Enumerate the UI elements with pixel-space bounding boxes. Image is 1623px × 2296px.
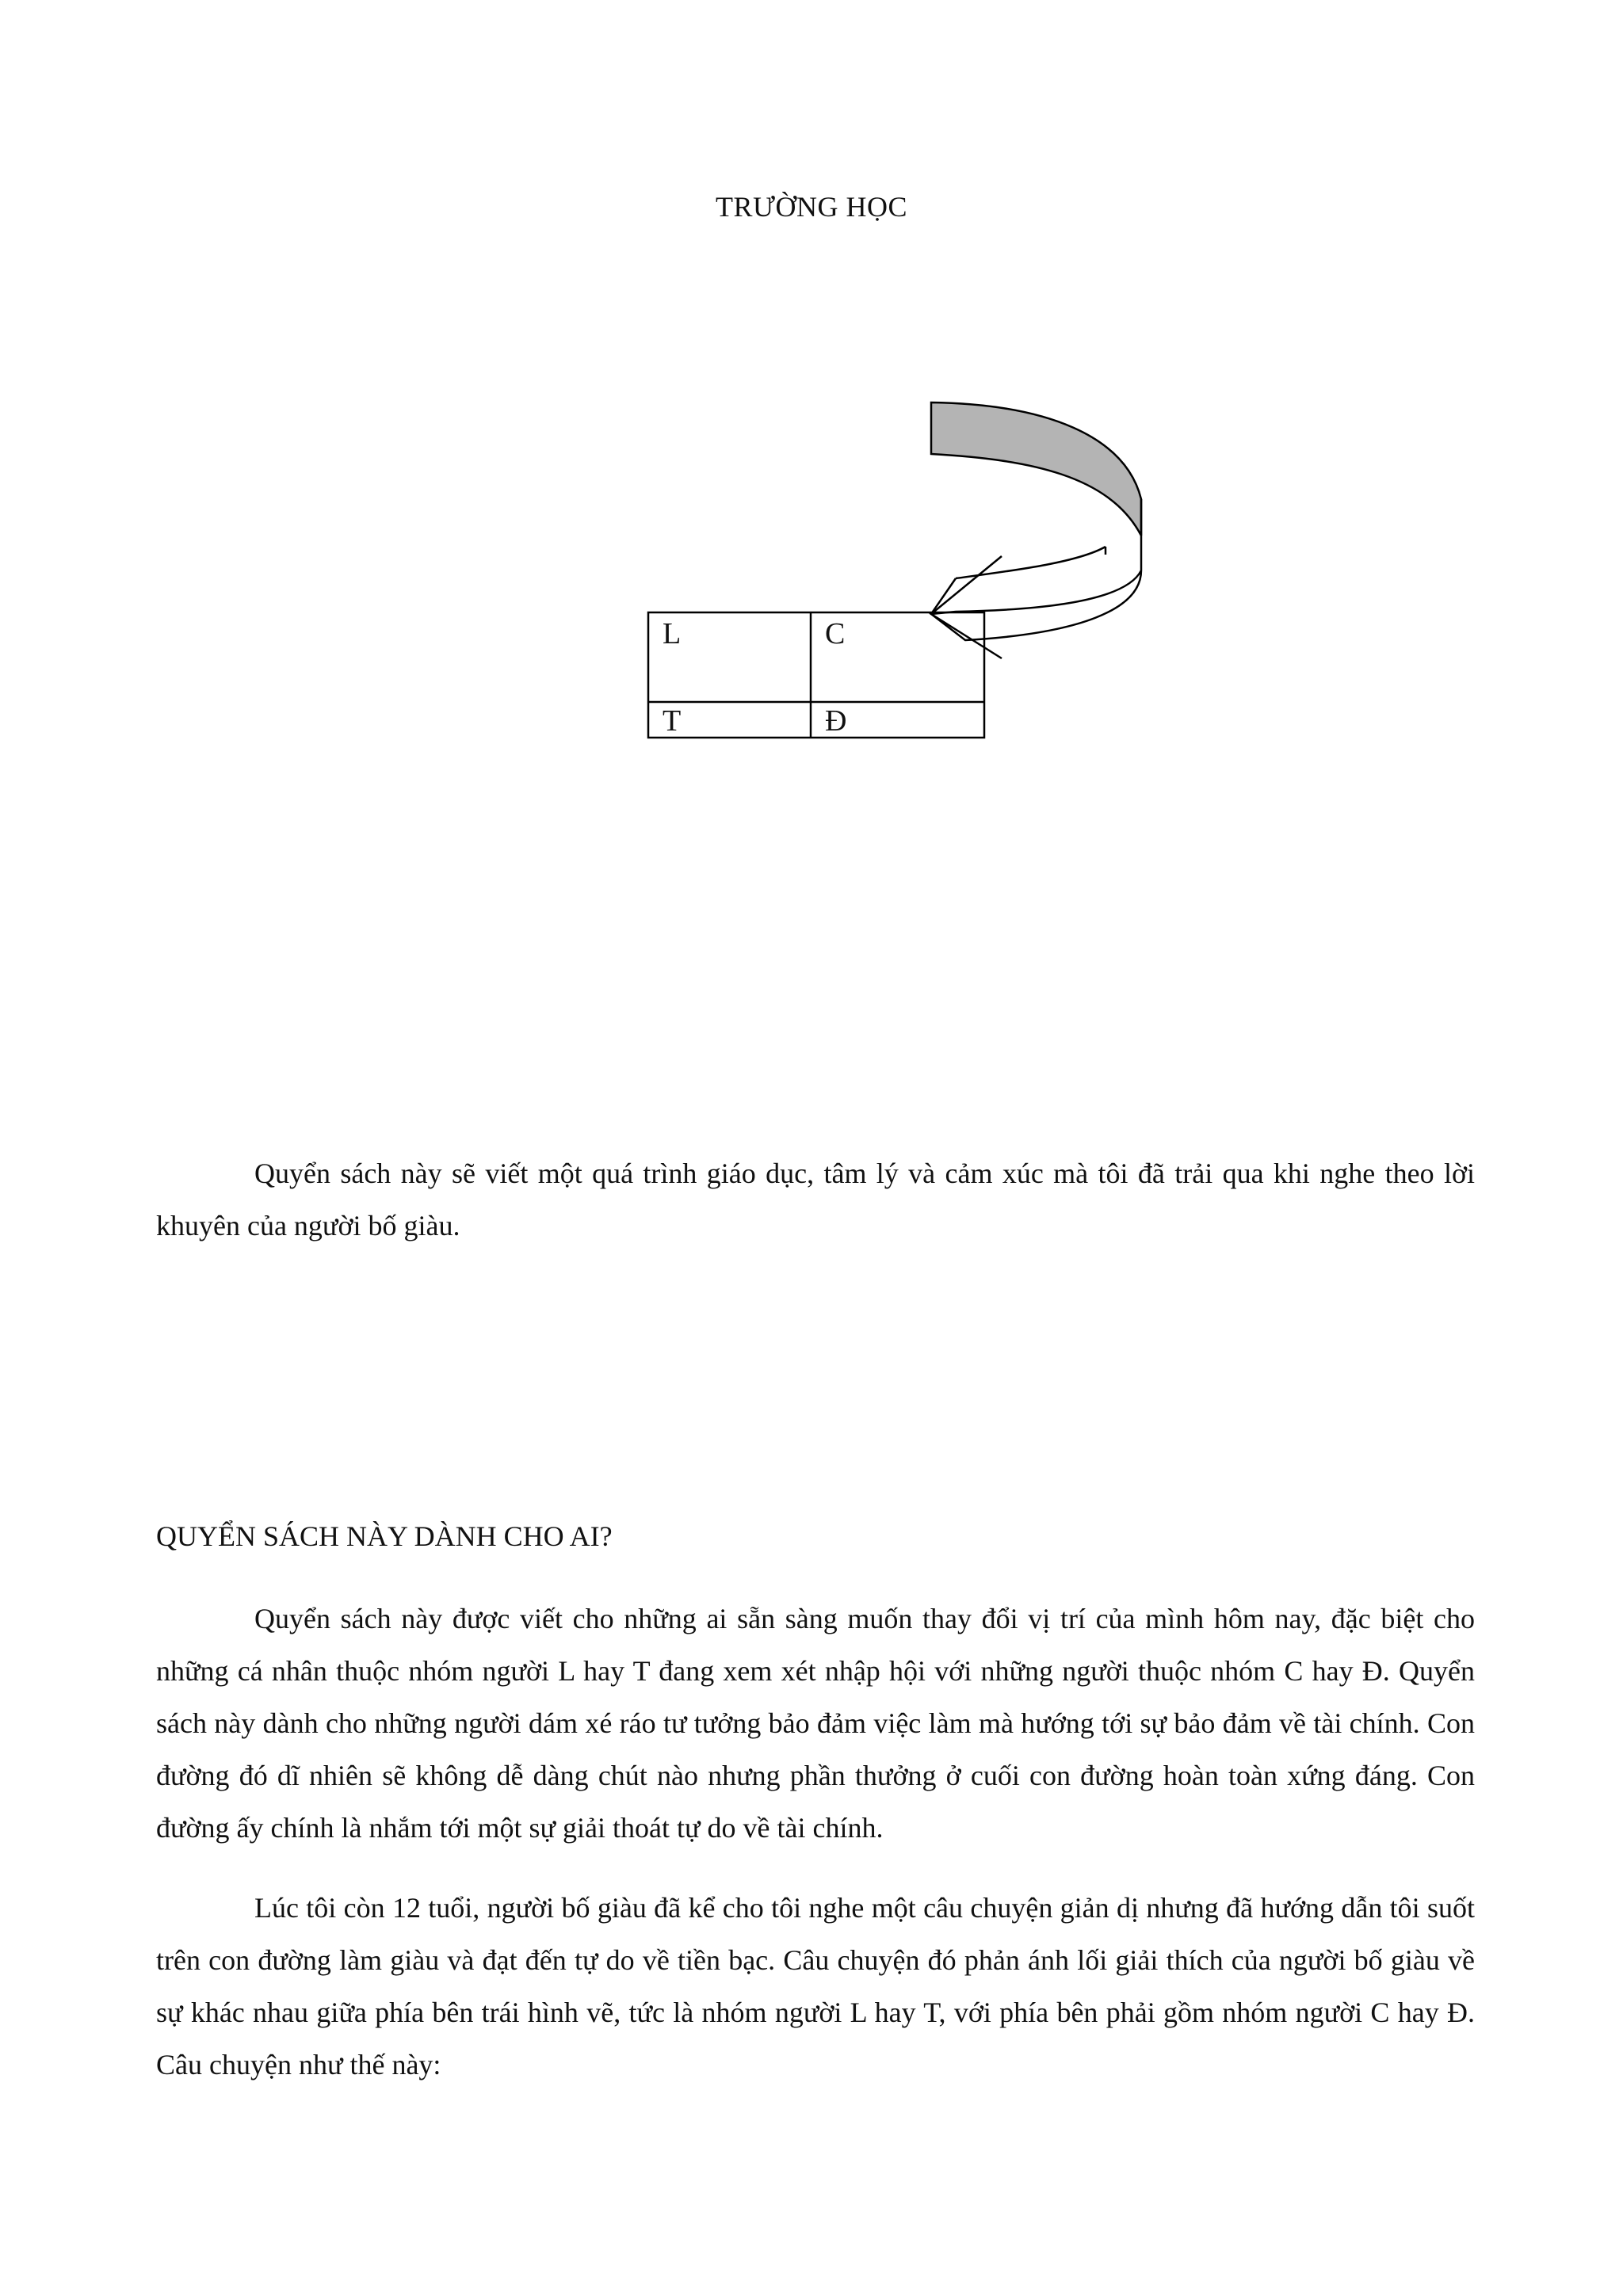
cashflow-quadrant-diagram — [0, 0, 1623, 792]
arrow-body — [931, 499, 1141, 640]
paragraph-2: Lúc tôi còn 12 tuổi, người bố giàu đã kể cho tôi nghe một câu chuyện giản dị nhưng đã hướng dẫn tôi suốt trên con đường làm giàu và đạt đến tự do về tiền bạc. Câu chuyện đó phản ánh lối giải thích của người bố giàu về sự khác nhau giữa phía bên trái hình vẽ, tức là nhóm người L hay T, với phía bên phải gồm nhóm người C hay Đ. Câu chuyện như thế này: — [156, 1892, 1475, 2081]
intro-paragraph: Quyển sách này sẽ viết một quá trình giáo dục, tâm lý và cảm xúc mà tôi đã trải qua khi nghe theo lời khuyên của người bố giàu. — [156, 1158, 1475, 1241]
arrow-inner-edge — [956, 547, 1106, 578]
page-title: TRƯỜNG HỌC — [716, 191, 907, 223]
quadrant-label-t: T — [663, 704, 682, 738]
quadrant-label-c: C — [825, 617, 846, 650]
arrow-top-surface — [931, 402, 1141, 536]
section-heading: QUYỂN SÁCH NÀY DÀNH CHO AI? — [156, 1520, 613, 1552]
arrowhead — [931, 556, 1002, 658]
quadrant-box — [648, 612, 984, 738]
quadrant-label-d: Đ — [825, 704, 847, 738]
paragraph-1: Quyển sách này được viết cho những ai sẵn sàng muốn thay đổi vị trí của mình hôm nay, đặc biệt cho những cá nhân thuộc nhóm người L hay T đang xem xét nhập hội với những người thuộc nhóm C hay Đ. Quyển sách này dành cho những người dám xé ráo tư tưởng bảo đảm việc làm mà hướng tới sự bảo đảm về tài chính. Con đường đó dĩ nhiên sẽ không dễ dàng chút nào nhưng phần thưởng ở cuối con đường hoàn toàn xứng đáng. Con đường ấy chính là nhắm tới một sự giải thoát tự do về tài chính. — [156, 1603, 1475, 1844]
quadrant-label-l: L — [663, 617, 682, 650]
